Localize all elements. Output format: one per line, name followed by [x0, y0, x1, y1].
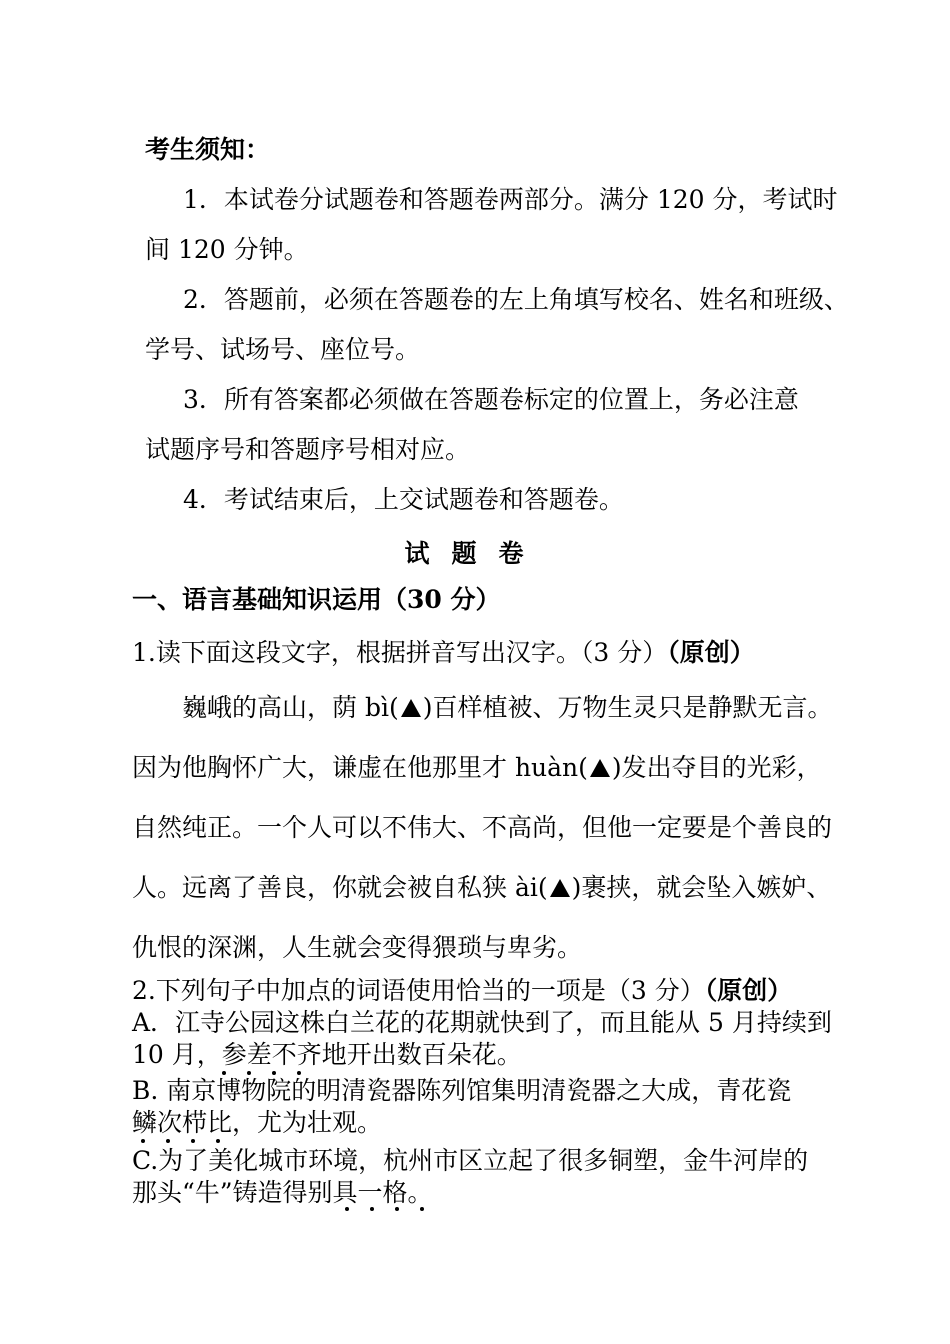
q1-paragraph-line-3: 自然纯正。一个人可以不伟大、不高尚，但他一定要是个善良的 — [132, 813, 833, 842]
q2-option-a-line1: A．江寺公园这株白兰花的花期就快到了，而且能从 5 月持续到 — [132, 1008, 832, 1037]
notice-item-1-line1: 1．本试卷分试题卷和答题卷两部分。满分 120 分，考试时 — [183, 185, 838, 214]
q2-tag: （原创） — [704, 976, 793, 1005]
q1-stem: 1.读下面这段文字，根据拼音写出汉字。（3 分） — [132, 638, 668, 667]
notice-item-4-line1: 4．考试结束后，上交试题卷和答题卷。 — [183, 485, 624, 514]
emphasis-dot — [191, 1139, 195, 1143]
notice-item-3-line2: 试题序号和答题序号相对应。 — [145, 435, 471, 464]
q1-text: 巍峨的高山，荫 bì( — [182, 693, 399, 722]
q1-tag: （原创） — [667, 638, 755, 667]
q2-option-a-line2: 10 月，参差不齐地开出数百朵花。 — [132, 1040, 522, 1069]
triangle-icon — [401, 699, 421, 717]
paper-title: 试题卷 — [404, 539, 546, 568]
q2-option-c-line2: 那头“牛”铸造得别具一格。 — [132, 1178, 433, 1207]
notice-item-2-line2: 学号、试场号、座位号。 — [145, 335, 421, 364]
q2-option-b-line1: B. 南京博物院的明清瓷器陈列馆集明清瓷器之大成，青花瓷 — [132, 1076, 792, 1105]
triangle-icon — [590, 759, 610, 777]
notice-item-2-line1: 2．答题前，必须在答题卷的左上角填写校名、姓名和班级、 — [183, 285, 849, 314]
notice-item-1-line2: 间 120 分钟。 — [145, 235, 309, 264]
q1-paragraph-line-5: 仇恨的深渊，人生就会变得猥琐与卑劣。 — [132, 933, 583, 962]
emphasis-dot — [141, 1139, 145, 1143]
emphasis-dot — [395, 1207, 399, 1211]
emphasis-dot — [166, 1139, 170, 1143]
section-title: 一、语言基础知识运用（30 分） — [132, 585, 501, 614]
q1-text: 人。远离了善良，你就会被自私狭 ài( — [132, 873, 548, 902]
emphasis-dot — [370, 1207, 374, 1211]
q2-stem-line — [132, 975, 792, 1007]
notice-item-3-line1: 3．所有答案都必须做在答题卷标定的位置上，务必注意 — [183, 385, 799, 414]
q2-option-b-line2: 鳞次栉比，尤为壮观。 — [132, 1108, 383, 1137]
q1-stem-line — [132, 637, 755, 669]
q1-paragraph-line-2 — [132, 752, 822, 784]
q1-text: )发出夺目的光彩， — [611, 753, 822, 782]
triangle-icon — [550, 879, 570, 897]
q1-text: 因为他胸怀广大，谦虚在他那里才 huàn( — [132, 753, 588, 782]
q1-paragraph-line-1 — [182, 692, 832, 724]
q2-option-c-line1: C.为了美化城市环境，杭州市区立起了很多铜塑，金牛河岸的 — [132, 1146, 809, 1175]
notice-title: 考生须知： — [145, 135, 271, 164]
q1-text: )裹挟，就会坠入嫉妒、 — [571, 873, 832, 902]
q2-stem: 2.下列句子中加点的词语使用恰当的一项是（3 分） — [132, 976, 705, 1005]
q1-text: )百样植被、万物生灵只是静默无言。 — [422, 693, 833, 722]
q1-paragraph-line-4 — [132, 872, 831, 904]
emphasis-dot — [345, 1207, 349, 1211]
emphasis-dot — [216, 1139, 220, 1143]
emphasis-dot — [420, 1207, 424, 1211]
